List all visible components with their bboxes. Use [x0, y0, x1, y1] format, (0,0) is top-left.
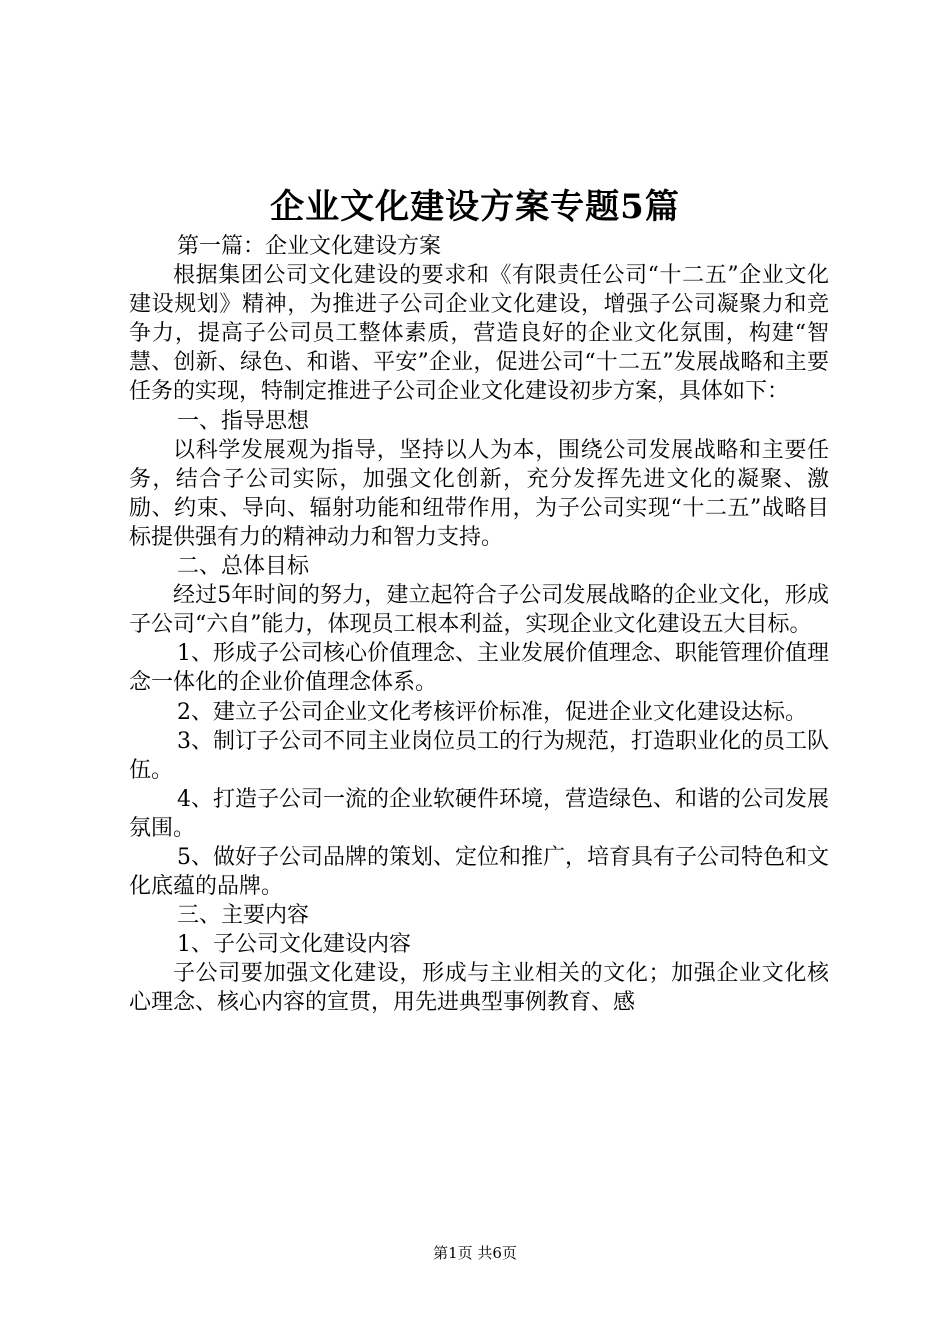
page-footer: 第1页 共6页 [433, 1244, 517, 1262]
paragraph: 3、制订子公司不同主业岗位员工的行为规范，打造职业化的员工队伍。 [129, 728, 829, 783]
paragraph: 1、子公司文化建设内容 [177, 932, 411, 958]
document-title: 企业文化建设方案专题5篇 [270, 187, 680, 227]
paragraph: 以科学发展观为指导，坚持以人为本，围绕公司发展战略和主要任务，结合子公司实际，加强文化创新，充分发挥先进文化的凝聚、激励、约束、导向、辐射功能和纽带作用，为子公司实现“十二五”战略目标提供强有力的精神动力和智力支持。 [129, 437, 829, 550]
paragraph: 根据集团公司文化建设的要求和《有限责任公司“十二五”企业文化建设规划》精神，为推进子公司企业文化建设，增强子公司凝聚力和竞争力，提高子公司员工整体素质，营造良好的企业文化氛围，构建“智慧、创新、绿色、和谐、平安”企业，促进公司“十二五”发展战略和主要任务的实现，特制定推进子公司企业文化建设初步方案，具体如下： [129, 263, 829, 405]
document-body [129, 232, 829, 1018]
paragraph: 一、指导思想 [177, 408, 310, 434]
paragraph: 二、总体目标 [177, 554, 310, 580]
paragraph: 经过5年时间的努力，建立起符合子公司发展战略的企业文化，形成子公司“六自”能力，体现员工根本利益，实现企业文化建设五大目标。 [129, 583, 829, 638]
paragraph: 4、打造子公司一流的企业软硬件环境，营造绿色、和谐的公司发展氛围。 [129, 786, 829, 841]
paragraph: 2、建立子公司企业文化考核评价标准，促进企业文化建设达标。 [177, 699, 807, 725]
paragraph: 1、形成子公司核心价值理念、主业发展价值理念、职能管理价值理念一体化的企业价值理念体系。 [129, 641, 829, 696]
paragraph: 5、做好子公司品牌的策划、定位和推广，培育具有子公司特色和文化底蕴的品牌。 [129, 844, 829, 900]
paragraph: 三、主要内容 [177, 903, 310, 929]
paragraph: 第一篇：企业文化建设方案 [177, 234, 442, 259]
paragraph: 子公司要加强文化建设，形成与主业相关的文化；加强企业文化核心理念、核心内容的宣贯，用先进典型事例教育、感 [129, 961, 829, 1016]
